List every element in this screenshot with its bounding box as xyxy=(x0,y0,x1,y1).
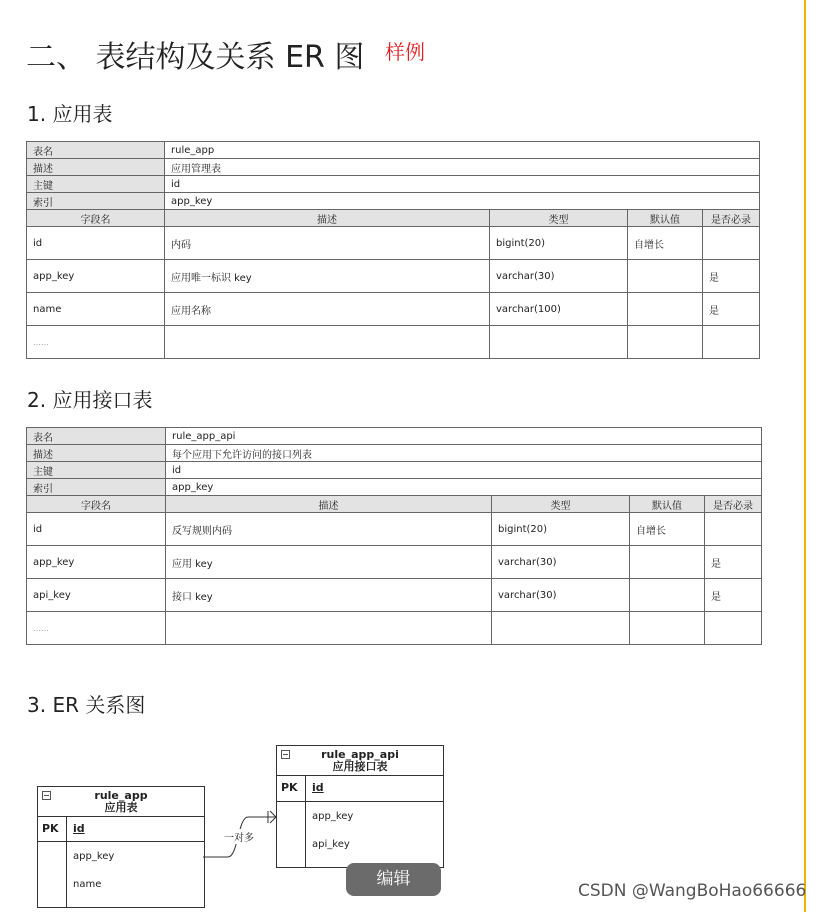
cell xyxy=(490,326,628,359)
cell: app_key xyxy=(27,546,166,579)
api-table-spec xyxy=(26,427,762,645)
meta-key: 描述 xyxy=(27,159,165,176)
pk-row xyxy=(38,816,204,842)
table-row xyxy=(27,293,760,326)
entity-title xyxy=(38,787,204,817)
pk-label: PK xyxy=(281,781,298,794)
meta-value: 应用管理表 xyxy=(165,159,760,176)
cell: 是 xyxy=(703,260,760,293)
column-header: 描述 xyxy=(165,210,490,227)
cell: api_key xyxy=(27,579,166,612)
cell xyxy=(630,579,705,612)
watermark: CSDN @WangBoHao66666 xyxy=(578,881,807,901)
page-heading: 二、 表结构及关系 ER 图 xyxy=(26,40,365,75)
column-divider xyxy=(66,816,67,907)
meta-key: 索引 xyxy=(27,193,165,210)
cell xyxy=(705,612,762,645)
entity-name: rule_app xyxy=(94,789,148,802)
column-header: 类型 xyxy=(490,210,628,227)
cell xyxy=(630,612,705,645)
table-row xyxy=(27,260,760,293)
meta-value: app_key xyxy=(165,193,760,210)
cell: 是 xyxy=(705,579,762,612)
cell: id xyxy=(27,513,166,546)
cell xyxy=(628,260,703,293)
er-entity-rule-app-api xyxy=(276,745,444,868)
column-header: 是否必录 xyxy=(705,496,762,513)
collapse-icon xyxy=(281,750,290,759)
edit-button[interactable]: 编辑 xyxy=(346,863,441,896)
meta-key: 描述 xyxy=(27,445,166,462)
pk-label: PK xyxy=(42,822,59,835)
cell: …… xyxy=(27,326,165,359)
column-header: 类型 xyxy=(492,496,630,513)
cell: 应用 key xyxy=(166,546,492,579)
entity-field: app_key xyxy=(73,851,115,862)
cell: 是 xyxy=(705,546,762,579)
entity-cn-name: 应用表 xyxy=(104,801,138,814)
section-title-er-diagram: 3. ER 关系图 xyxy=(27,693,146,717)
cell xyxy=(165,326,490,359)
meta-value: 每个应用下允许访问的接口列表 xyxy=(166,445,762,462)
cell xyxy=(703,326,760,359)
table-row xyxy=(27,579,762,612)
meta-value: id xyxy=(165,176,760,193)
cell xyxy=(705,513,762,546)
cell: varchar(30) xyxy=(490,260,628,293)
meta-key: 表名 xyxy=(27,428,166,445)
column-header: 默认值 xyxy=(628,210,703,227)
meta-key: 表名 xyxy=(27,142,165,159)
column-header: 字段名 xyxy=(27,210,165,227)
entity-name: rule_app_api xyxy=(321,748,399,761)
pk-row xyxy=(277,775,443,802)
entity-field: name xyxy=(73,879,102,890)
section-title-api-table: 2. 应用接口表 xyxy=(27,388,153,412)
cell: …… xyxy=(27,612,166,645)
meta-value: app_key xyxy=(166,479,762,496)
sample-label: 样例 xyxy=(385,40,425,64)
cell: 自增长 xyxy=(630,513,705,546)
cell: name xyxy=(27,293,165,326)
app-table-spec xyxy=(26,141,760,359)
cell xyxy=(492,612,630,645)
pk-field: id xyxy=(73,822,85,835)
cell: varchar(30) xyxy=(492,546,630,579)
cell xyxy=(628,293,703,326)
cell: app_key xyxy=(27,260,165,293)
section-title-app-table: 1. 应用表 xyxy=(27,102,113,126)
er-entity-rule-app xyxy=(37,786,205,908)
entity-title xyxy=(277,746,443,776)
meta-key: 主键 xyxy=(27,462,166,479)
cell xyxy=(703,227,760,260)
column-header: 字段名 xyxy=(27,496,166,513)
column-header: 是否必录 xyxy=(703,210,760,227)
table-row xyxy=(27,227,760,260)
cell xyxy=(628,326,703,359)
cell: 自增长 xyxy=(628,227,703,260)
meta-key: 主键 xyxy=(27,176,165,193)
entity-field: api_key xyxy=(312,839,350,850)
table-row xyxy=(27,326,760,359)
column-header: 描述 xyxy=(166,496,492,513)
table-row xyxy=(27,612,762,645)
cell xyxy=(166,612,492,645)
table-row xyxy=(27,546,762,579)
entity-field: app_key xyxy=(312,811,354,822)
cell: 接口 key xyxy=(166,579,492,612)
cell: bigint(20) xyxy=(492,513,630,546)
meta-value: id xyxy=(166,462,762,479)
cell: 是 xyxy=(703,293,760,326)
relationship-label: 一对多 xyxy=(224,829,254,844)
collapse-icon xyxy=(42,791,51,800)
pk-field: id xyxy=(312,781,324,794)
cell: varchar(30) xyxy=(492,579,630,612)
cell: bigint(20) xyxy=(490,227,628,260)
cell: 反写规则内码 xyxy=(166,513,492,546)
page-edge-line xyxy=(804,0,806,912)
cell: 应用名称 xyxy=(165,293,490,326)
entity-cn-name: 应用接口表 xyxy=(332,760,388,773)
meta-key: 索引 xyxy=(27,479,166,496)
table-row xyxy=(27,513,762,546)
cell: 内码 xyxy=(165,227,490,260)
cell: varchar(100) xyxy=(490,293,628,326)
meta-value: rule_app_api xyxy=(166,428,762,445)
column-divider xyxy=(305,775,306,867)
meta-value: rule_app xyxy=(165,142,760,159)
cell xyxy=(630,546,705,579)
cell: id xyxy=(27,227,165,260)
column-header: 默认值 xyxy=(630,496,705,513)
cell: 应用唯一标识 key xyxy=(165,260,490,293)
